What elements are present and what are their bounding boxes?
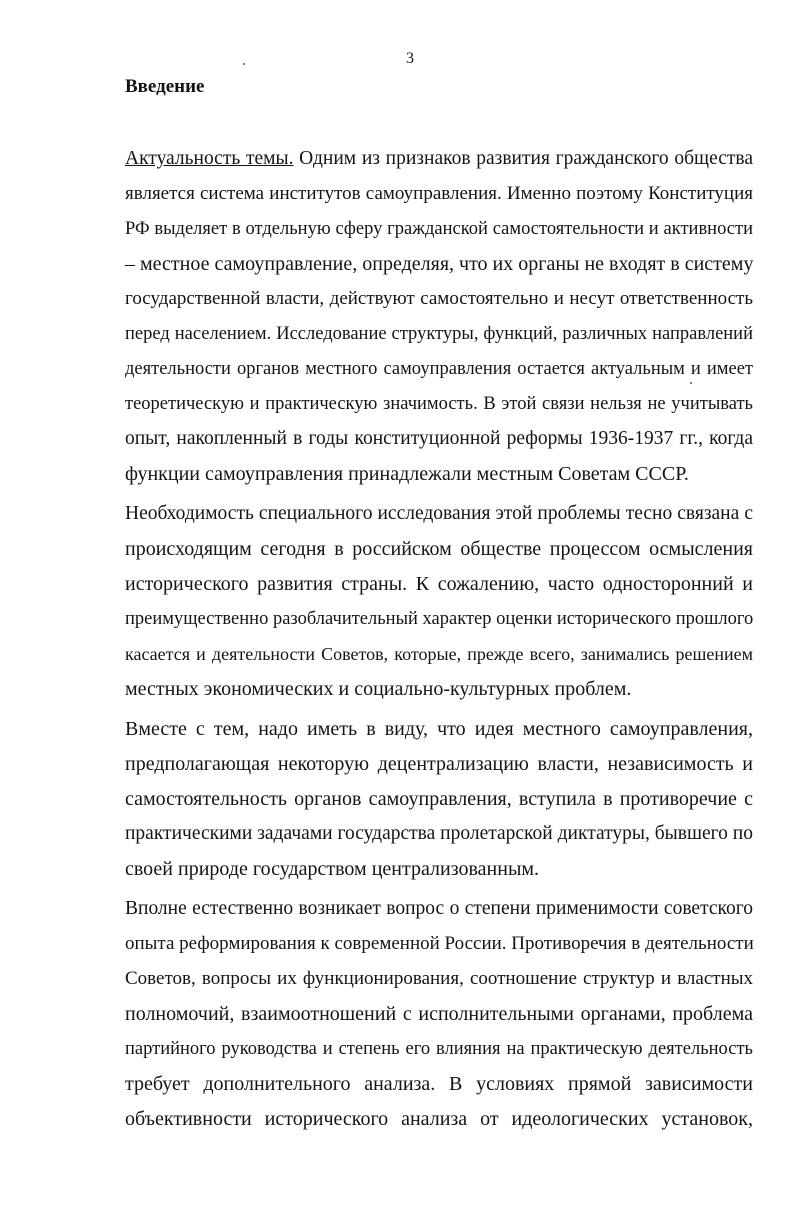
paragraph-line: деятельности органов местного самоуправления остается актуальным и имеет — [125, 359, 753, 379]
paragraph-line: функции самоуправления принадлежали местным Советам СССР. — [125, 463, 689, 485]
topic-relevance-term: Актуальность темы. — [125, 148, 294, 169]
paragraph-line: требует дополнительного анализа. В условиях прямой зависимости — [125, 1073, 753, 1095]
paragraph-line: Советов, вопросы их функционирования, соотношение структур и властных — [125, 968, 753, 989]
paragraph-line: местных экономических и социально-культурных проблем. — [125, 678, 632, 700]
paragraph-line: предполагающая некоторую децентрализацию власти, независимость и — [125, 753, 753, 775]
paragraph-line: преимущественно разоблачительный характер оценки исторического прошлого — [125, 609, 754, 629]
paragraph-line: своей природе государством централизованным. — [125, 858, 540, 880]
paragraph-line: касается и деятельности Советов, которые, прежде всего, занимались решением — [125, 644, 753, 664]
paragraph-line: перед населением. Исследование структуры, функций, различных направлений — [125, 324, 753, 344]
section-heading: Введение — [125, 76, 205, 97]
paragraph-line: самостоятельность органов самоуправления, вступила в противоречие с — [125, 788, 753, 810]
paragraph-line: объективности исторического анализа от идеологических установок, — [125, 1108, 753, 1130]
paragraph-line: партийного руководства и степень его влияния на практическую деятельность — [125, 1039, 753, 1059]
paragraph-line: Актуальность темы. Одним из признаков развития гражданского общества — [125, 148, 753, 169]
page-number: 3 — [406, 50, 414, 67]
scan-speck — [690, 382, 692, 384]
paragraph-line: происходящим сегодня в российском обществе процессом осмысления — [125, 538, 753, 560]
paragraph-line: является система институтов самоуправления. Именно поэтому Конституция — [125, 183, 753, 204]
paragraph-line: Вместе с тем, надо иметь в виду, что идея местного самоуправления, — [125, 718, 753, 740]
paragraph-line: государственной власти, действуют самостоятельно и несут ответственность — [125, 288, 753, 309]
paragraph-line: опыта реформирования к современной России. Противоречия в деятельности — [125, 933, 754, 954]
paragraph-line: исторического развития страны. К сожалению, часто односторонний и — [125, 573, 753, 595]
paragraph-line: – местное самоуправление, определяя, что их органы не входят в систему — [125, 253, 754, 275]
scan-speck — [243, 63, 245, 65]
paragraph-line: Вполне естественно возникает вопрос о степени применимости советского — [125, 898, 753, 919]
paragraph-line: практическими задачами государства пролетарской диктатуры, бывшего по — [125, 823, 753, 844]
paragraph-line: РФ выделяет в отдельную сферу гражданской самостоятельности и активности — [125, 219, 753, 239]
paragraph-line: Необходимость специального исследования этой проблемы тесно связана с — [125, 503, 753, 524]
paragraph-line: полномочий, взаимоотношений с исполнительными органами, проблема — [125, 1003, 753, 1025]
paragraph-line: теоретическую и практическую значимость. В этой связи нельзя не учитывать — [125, 394, 753, 414]
paragraph-line: опыт, накопленный в годы конституционной реформы 1936-1937 гг., когда — [125, 428, 753, 449]
